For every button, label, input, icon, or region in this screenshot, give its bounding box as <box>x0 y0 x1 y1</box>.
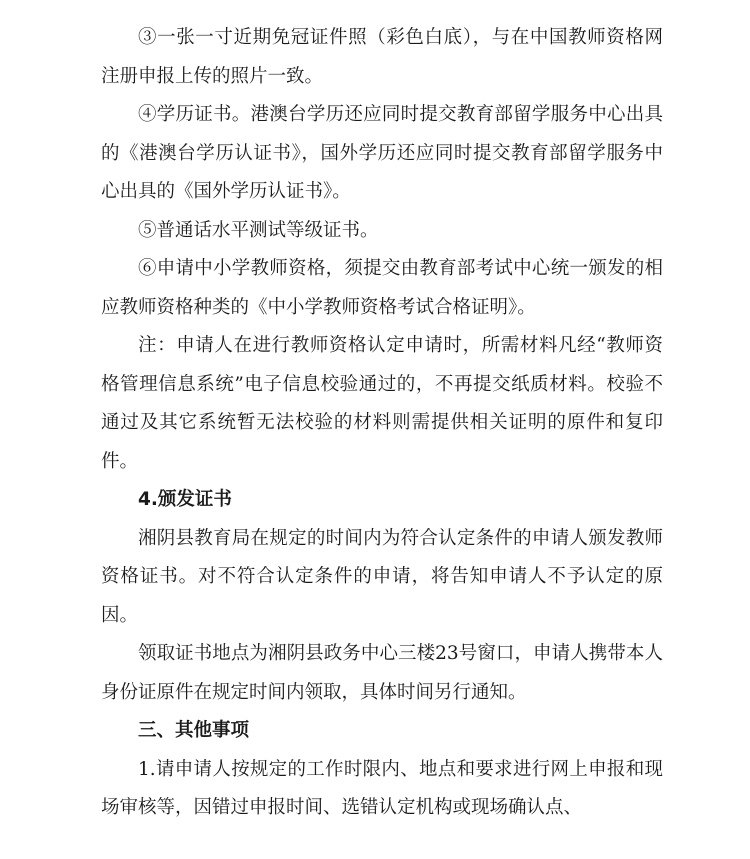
note-paragraph: 注：申请人在进行教师资格认定申请时，所需材料凡经“教师资格管理信息系统”电子信息校验通过的，不再提交纸质材料。校验不通过及其它系统暂无法校验的材料则需提供相关证明的原件和复印件。 <box>101 335 663 472</box>
issue-certificate-paragraph: 湘阴县教育局在规定的时间内为符合认定条件的申请人颁发教师资格证书。对不符合认定条件的申请，将告知申请人不予认定的原因。 <box>101 527 663 626</box>
item-education-certificate: ④学历证书。港澳台学历还应同时提交教育部留学服务中心出具的《港澳台学历认证书》，国外学历还应同时提交教育部留学服务中心出具的《国外学历认证书》。 <box>101 104 663 202</box>
pickup-location-paragraph: 领取证书地点为湘阴县政务中心三楼23号窗口，申请人携带本人身份证原件在规定时间内领取，具体时间另行通知。 <box>101 643 663 703</box>
section-heading-issue-certificate: 4.颁发证书 <box>138 489 232 510</box>
section-heading-other-matters: 三、其他事项 <box>138 720 250 741</box>
item-exam-certificate: ⑥申请中小学教师资格，须提交由教育部考试中心统一颁发的相应教师资格种类的《中小学教师资格考试合格证明》。 <box>101 258 663 318</box>
other-matters-paragraph: 1.请申请人按规定的工作时限内、地点和要求进行网上申报和现场审核等，因错过申报时间、选错认定机构或现场确认点、 <box>101 758 663 818</box>
item-mandarin-certificate: ⑤普通话水平测试等级证书。 <box>138 219 379 241</box>
item-photo-requirement: ③一张一寸近期免冠证件照（彩色白底），与在中国教师资格网注册申报上传的照片一致。 <box>101 27 663 87</box>
document-page <box>101 19 663 828</box>
